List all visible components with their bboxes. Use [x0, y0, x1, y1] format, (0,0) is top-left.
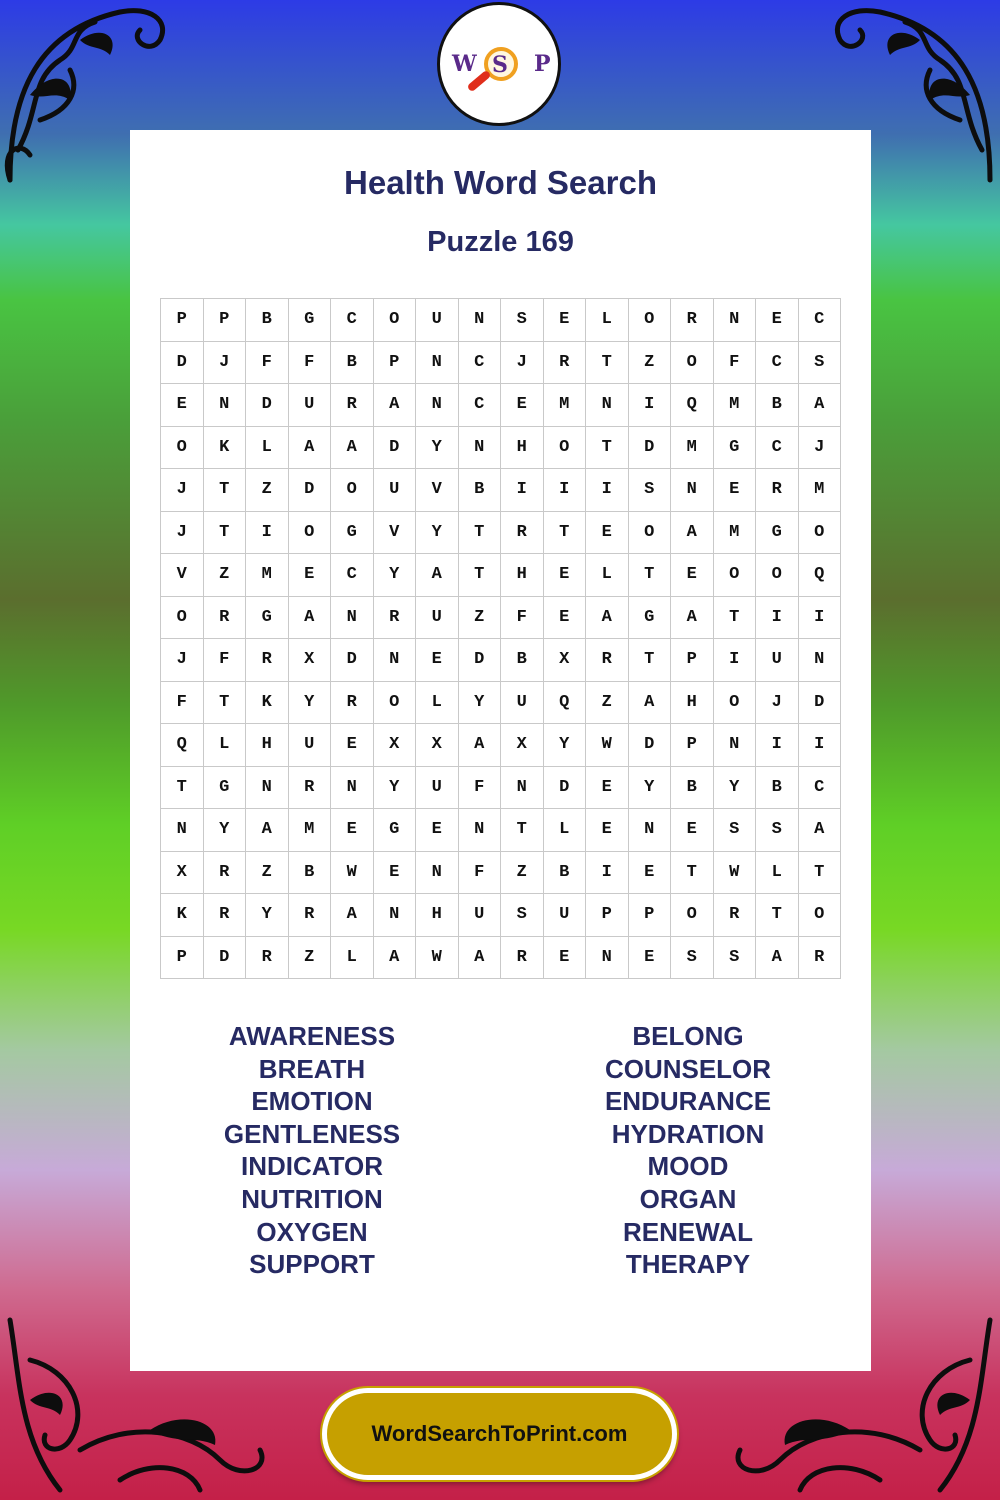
grid-cell: O [799, 512, 842, 555]
grid-cell: R [331, 384, 374, 427]
word-list-item: EMOTION [251, 1086, 373, 1117]
grid-cell: D [799, 682, 842, 725]
grid-cell: Y [459, 682, 502, 725]
grid-cell: C [756, 427, 799, 470]
grid-cell: T [799, 852, 842, 895]
grid-cell: O [671, 342, 714, 385]
grid-cell: M [714, 384, 757, 427]
grid-cell: Z [629, 342, 672, 385]
grid-cell: R [374, 597, 417, 640]
grid-cell: D [331, 639, 374, 682]
grid-cell: F [289, 342, 332, 385]
grid-cell: P [671, 639, 714, 682]
grid-cell: U [374, 469, 417, 512]
grid-cell: D [459, 639, 502, 682]
grid-cell: N [459, 809, 502, 852]
grid-cell: J [799, 427, 842, 470]
grid-cell: P [629, 894, 672, 937]
word-list-item: OXYGEN [256, 1216, 368, 1247]
grid-cell: D [629, 427, 672, 470]
grid-cell: T [629, 639, 672, 682]
grid-cell: M [671, 427, 714, 470]
grid-cell: H [671, 682, 714, 725]
grid-cell: I [586, 852, 629, 895]
grid-cell: E [289, 554, 332, 597]
grid-cell: M [246, 554, 289, 597]
grid-cell: A [289, 597, 332, 640]
grid-cell: R [799, 937, 842, 980]
grid-cell: R [671, 299, 714, 342]
grid-cell: U [289, 384, 332, 427]
grid-cell: S [799, 342, 842, 385]
grid-cell: Y [416, 512, 459, 555]
grid-cell: X [416, 724, 459, 767]
grid-cell: T [204, 469, 247, 512]
word-list-item: BREATH [258, 1053, 366, 1084]
grid-cell: N [714, 724, 757, 767]
word-list-item: ORGAN [639, 1183, 737, 1214]
grid-cell: T [586, 427, 629, 470]
grid-cell: Z [204, 554, 247, 597]
grid-cell: H [416, 894, 459, 937]
grid-cell: I [799, 724, 842, 767]
grid-cell: Y [246, 894, 289, 937]
grid-cell: L [586, 554, 629, 597]
grid-cell: L [246, 427, 289, 470]
grid-cell: V [161, 554, 204, 597]
grid-cell: R [544, 342, 587, 385]
grid-cell: O [714, 682, 757, 725]
grid-cell: E [629, 852, 672, 895]
grid-cell: M [544, 384, 587, 427]
grid-cell: B [331, 342, 374, 385]
grid-cell: A [459, 937, 502, 980]
grid-cell: E [586, 809, 629, 852]
grid-cell: Y [204, 809, 247, 852]
grid-cell: S [756, 809, 799, 852]
grid-cell: H [246, 724, 289, 767]
grid-cell: E [671, 554, 714, 597]
grid-cell: P [161, 937, 204, 980]
grid-cell: A [374, 937, 417, 980]
grid-cell: P [161, 299, 204, 342]
grid-cell: B [671, 767, 714, 810]
grid-cell: O [161, 597, 204, 640]
grid-cell: O [544, 427, 587, 470]
grid-cell: N [714, 299, 757, 342]
grid-cell: C [459, 384, 502, 427]
logo-letter-p: P [534, 51, 551, 77]
grid-cell: A [416, 554, 459, 597]
grid-cell: G [756, 512, 799, 555]
grid-cell: L [544, 809, 587, 852]
grid-cell: Z [289, 937, 332, 980]
grid-cell: O [756, 554, 799, 597]
grid-cell: C [756, 342, 799, 385]
grid-cell: O [629, 512, 672, 555]
grid-cell: C [799, 767, 842, 810]
grid-cell: E [416, 639, 459, 682]
grid-cell: A [671, 512, 714, 555]
grid-cell: A [331, 894, 374, 937]
grid-cell: Q [671, 384, 714, 427]
grid-cell: N [204, 384, 247, 427]
grid-cell: O [374, 682, 417, 725]
word-list-item: AWARENESS [228, 1021, 396, 1051]
grid-cell: J [204, 342, 247, 385]
grid-cell: O [799, 894, 842, 937]
grid-cell: P [204, 299, 247, 342]
grid-cell: O [714, 554, 757, 597]
grid-cell: B [501, 639, 544, 682]
grid-cell: O [629, 299, 672, 342]
grid-cell: E [544, 597, 587, 640]
grid-cell: U [416, 597, 459, 640]
grid-cell: C [459, 342, 502, 385]
grid-cell: E [331, 724, 374, 767]
grid-cell: J [161, 469, 204, 512]
grid-cell: I [246, 512, 289, 555]
grid-cell: J [756, 682, 799, 725]
grid-cell: F [501, 597, 544, 640]
grid-cell: N [246, 767, 289, 810]
grid-cell: L [756, 852, 799, 895]
grid-cell: R [204, 894, 247, 937]
word-list-item: THERAPY [625, 1249, 751, 1280]
grid-cell: T [544, 512, 587, 555]
word-list-item: GENTLENESS [223, 1118, 401, 1149]
grid-cell: W [586, 724, 629, 767]
grid-cell: R [756, 469, 799, 512]
grid-cell: N [501, 767, 544, 810]
grid-cell: Y [374, 767, 417, 810]
grid-cell: T [629, 554, 672, 597]
grid-cell: U [756, 639, 799, 682]
grid-cell: Y [374, 554, 417, 597]
grid-cell: D [289, 469, 332, 512]
grid-cell: N [374, 894, 417, 937]
grid-cell: E [714, 469, 757, 512]
grid-cell: N [586, 937, 629, 980]
grid-cell: E [501, 384, 544, 427]
grid-cell: N [671, 469, 714, 512]
word-list-item: HYDRATION [611, 1118, 765, 1149]
grid-cell: X [501, 724, 544, 767]
grid-cell: A [459, 724, 502, 767]
grid-cell: W [416, 937, 459, 980]
grid-cell: X [544, 639, 587, 682]
grid-cell: J [161, 512, 204, 555]
grid-cell: C [799, 299, 842, 342]
grid-cell: Y [544, 724, 587, 767]
grid-cell: Y [416, 427, 459, 470]
grid-cell: G [714, 427, 757, 470]
grid-cell: I [629, 384, 672, 427]
grid-cell: I [799, 597, 842, 640]
wsp-logo [437, 2, 561, 126]
word-list-item: BELONG [632, 1021, 744, 1051]
grid-cell: E [586, 767, 629, 810]
grid-cell: I [544, 469, 587, 512]
grid-cell: S [501, 894, 544, 937]
grid-cell: E [416, 809, 459, 852]
grid-cell: R [501, 937, 544, 980]
word-list-item: ENDURANCE [604, 1086, 772, 1117]
grid-cell: I [756, 724, 799, 767]
grid-cell: I [501, 469, 544, 512]
grid-cell: I [714, 639, 757, 682]
grid-cell: D [161, 342, 204, 385]
grid-cell: U [544, 894, 587, 937]
word-list-item: NUTRITION [241, 1183, 383, 1214]
word-list-item: RENEWAL [623, 1216, 753, 1247]
grid-cell: R [289, 894, 332, 937]
grid-cell: E [586, 512, 629, 555]
grid-cell: A [799, 384, 842, 427]
grid-cell: W [331, 852, 374, 895]
grid-cell: P [586, 894, 629, 937]
website-link-button[interactable]: WordSearchToPrint.com [322, 1388, 677, 1480]
grid-cell: Q [544, 682, 587, 725]
grid-cell: M [799, 469, 842, 512]
grid-cell: N [161, 809, 204, 852]
grid-cell: E [374, 852, 417, 895]
word-list [130, 1020, 871, 1280]
grid-cell: R [289, 767, 332, 810]
grid-cell: C [331, 299, 374, 342]
grid-cell: R [331, 682, 374, 725]
word-list-item: INDICATOR [240, 1151, 384, 1182]
grid-cell: P [374, 342, 417, 385]
grid-cell: U [459, 894, 502, 937]
grid-cell: T [501, 809, 544, 852]
grid-cell: I [586, 469, 629, 512]
word-list-item: MOOD [647, 1151, 729, 1182]
grid-cell: X [161, 852, 204, 895]
grid-cell: S [501, 299, 544, 342]
grid-cell: S [714, 937, 757, 980]
grid-cell: N [459, 427, 502, 470]
grid-cell: U [416, 767, 459, 810]
grid-cell: O [374, 299, 417, 342]
grid-cell: N [586, 384, 629, 427]
grid-cell: O [331, 469, 374, 512]
grid-cell: J [501, 342, 544, 385]
puzzle-card [130, 130, 871, 1371]
grid-cell: T [161, 767, 204, 810]
grid-cell: A [799, 809, 842, 852]
grid-cell: G [331, 512, 374, 555]
grid-cell: E [671, 809, 714, 852]
logo-letter-s: S [492, 52, 508, 78]
grid-cell: U [501, 682, 544, 725]
grid-cell: Z [586, 682, 629, 725]
grid-cell: T [459, 554, 502, 597]
grid-cell: V [416, 469, 459, 512]
grid-cell: H [501, 554, 544, 597]
grid-cell: T [459, 512, 502, 555]
word-list-item: SUPPORT [249, 1249, 375, 1280]
grid-cell: F [459, 852, 502, 895]
grid-cell: R [204, 852, 247, 895]
grid-cell: L [416, 682, 459, 725]
grid-cell: O [671, 894, 714, 937]
grid-cell: Z [459, 597, 502, 640]
grid-cell: F [161, 682, 204, 725]
grid-cell: S [671, 937, 714, 980]
grid-cell: J [161, 639, 204, 682]
grid-cell: C [331, 554, 374, 597]
grid-cell: M [714, 512, 757, 555]
grid-cell: G [374, 809, 417, 852]
word-list-left [162, 1020, 462, 1281]
grid-cell: D [629, 724, 672, 767]
grid-cell: U [289, 724, 332, 767]
grid-cell: A [374, 384, 417, 427]
grid-cell: E [331, 809, 374, 852]
grid-cell: A [331, 427, 374, 470]
grid-cell: H [501, 427, 544, 470]
grid-cell: K [161, 894, 204, 937]
grid-cell: S [714, 809, 757, 852]
word-list-right [538, 1020, 838, 1281]
grid-cell: B [459, 469, 502, 512]
grid-cell: N [331, 597, 374, 640]
grid-cell: D [204, 937, 247, 980]
grid-cell: F [246, 342, 289, 385]
grid-cell: E [544, 554, 587, 597]
grid-cell: E [756, 299, 799, 342]
grid-cell: N [459, 299, 502, 342]
grid-cell: N [374, 639, 417, 682]
grid-cell: R [501, 512, 544, 555]
grid-cell: B [246, 299, 289, 342]
logo-letter-w: W [452, 51, 477, 77]
grid-cell: O [161, 427, 204, 470]
grid-cell: R [246, 639, 289, 682]
grid-cell: T [671, 852, 714, 895]
grid-cell: V [374, 512, 417, 555]
grid-cell: X [374, 724, 417, 767]
grid-cell: N [629, 809, 672, 852]
grid-cell: U [416, 299, 459, 342]
grid-cell: T [204, 512, 247, 555]
grid-cell: A [629, 682, 672, 725]
grid-cell: F [459, 767, 502, 810]
grid-cell: W [714, 852, 757, 895]
grid-cell: Q [161, 724, 204, 767]
grid-cell: G [629, 597, 672, 640]
grid-cell: T [586, 342, 629, 385]
grid-cell: L [331, 937, 374, 980]
grid-cell: B [289, 852, 332, 895]
grid-cell: F [204, 639, 247, 682]
grid-cell: N [416, 384, 459, 427]
grid-cell: L [586, 299, 629, 342]
grid-cell: N [416, 852, 459, 895]
grid-cell: Y [629, 767, 672, 810]
grid-cell: O [289, 512, 332, 555]
word-list-item: COUNSELOR [604, 1053, 772, 1084]
grid-cell: E [629, 937, 672, 980]
grid-cell: A [246, 809, 289, 852]
grid-cell: T [756, 894, 799, 937]
letter-grid [160, 298, 841, 979]
grid-cell: E [161, 384, 204, 427]
grid-cell: L [204, 724, 247, 767]
grid-cell: Z [246, 852, 289, 895]
grid-cell: D [374, 427, 417, 470]
grid-cell: B [544, 852, 587, 895]
grid-cell: R [204, 597, 247, 640]
grid-cell: A [289, 427, 332, 470]
grid-cell: A [586, 597, 629, 640]
grid-cell: B [756, 384, 799, 427]
grid-cell: G [246, 597, 289, 640]
grid-cell: A [671, 597, 714, 640]
grid-cell: K [204, 427, 247, 470]
grid-cell: T [714, 597, 757, 640]
puzzle-number: Puzzle 169 [427, 226, 574, 258]
grid-cell: M [289, 809, 332, 852]
grid-cell: N [799, 639, 842, 682]
grid-cell: Y [714, 767, 757, 810]
grid-cell: N [331, 767, 374, 810]
grid-cell: G [289, 299, 332, 342]
grid-cell: Y [289, 682, 332, 725]
grid-cell: E [544, 937, 587, 980]
grid-cell: K [246, 682, 289, 725]
grid-cell: Q [799, 554, 842, 597]
grid-cell: R [586, 639, 629, 682]
grid-cell: B [756, 767, 799, 810]
grid-cell: N [416, 342, 459, 385]
grid-cell: T [204, 682, 247, 725]
page-title: Health Word Search [344, 164, 657, 201]
grid-cell: F [714, 342, 757, 385]
grid-cell: X [289, 639, 332, 682]
grid-cell: D [246, 384, 289, 427]
grid-cell: R [714, 894, 757, 937]
grid-cell: A [756, 937, 799, 980]
grid-cell: G [204, 767, 247, 810]
grid-cell: I [756, 597, 799, 640]
grid-cell: R [246, 937, 289, 980]
grid-cell: E [544, 299, 587, 342]
grid-cell: S [629, 469, 672, 512]
grid-cell: P [671, 724, 714, 767]
grid-cell: Z [246, 469, 289, 512]
grid-cell: D [544, 767, 587, 810]
grid-cell: Z [501, 852, 544, 895]
